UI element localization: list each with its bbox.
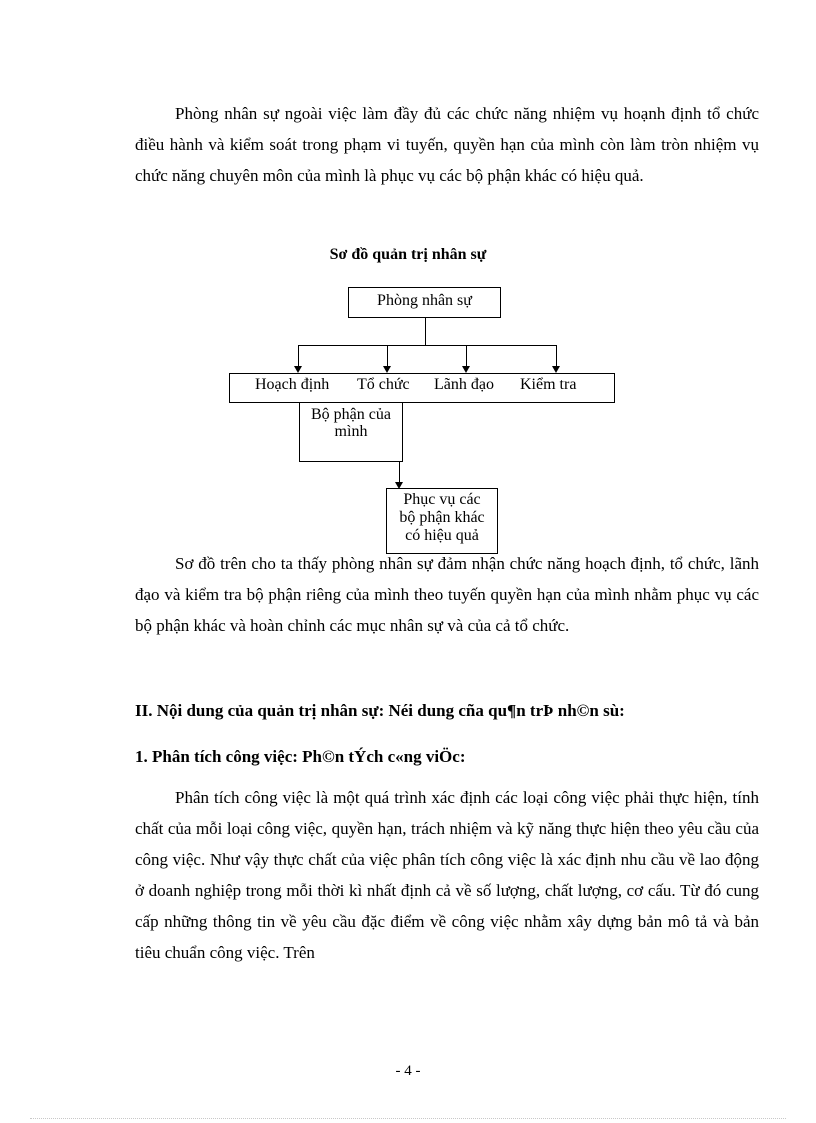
top-box-hr-department [348,287,501,318]
function-organizing: Tổ chức [357,376,410,393]
connector-vertical-top [425,318,426,345]
own-department-line1: Bộ phận của [311,406,391,423]
function-planning: Hoạch định [255,376,330,393]
top-box-label: Phòng nhân sự [377,292,472,309]
summary-paragraph: Sơ đồ trên cho ta thấy phòng nhân sự đảm nhận chức năng hoạch định, tổ chức, lãnh đạo và kiểm tra bộ phận riêng của mình theo tuyến quyền hạn của mình nhằm phục vụ các bộ phận khác và hoàn chỉnh các mục nhân sự và của cả tổ chức. [135,554,759,635]
function-controlling: Kiểm tra [520,376,577,393]
subsection-heading: 1. Phân tích công việc: Ph©n tÝch c«ng viÖc: [135,747,466,766]
connector-horizontal [298,345,557,346]
analysis-paragraph: Phân tích công việc là một quá trình xác định các loại công việc phải thực hiện, tính chất của mỗi loại công việc, quyền hạn, trách nhiệm và kỹ năng thực hiện theo yêu cầu của công việc. Như vậy thực chất của việc phân tích công việc là xác định nhu cầu về lao động ở doanh nghiệp trong mỗi thời kì nhất định cả về số lượng, chất lượng, cơ cấu. Từ đó cung cấp những thông tin về yêu cầu đặc điểm về công việc nhằm xây dựng bản mô tả và bản tiêu chuẩn công việc. Trên [135,788,759,962]
arrow-down-icon [552,366,560,373]
functions-box [229,373,615,403]
serve-line2: bộ phận khác [399,509,485,526]
page-bottom-divider [30,1118,786,1119]
connector-drop-4 [556,345,557,367]
own-department-box [299,402,403,462]
page-number: - 4 - [395,1063,421,1079]
connector-drop-3 [466,345,467,367]
own-department-line2: mình [334,423,368,440]
serve-line1: Phục vụ các [403,491,481,508]
function-leading: Lãnh đạo [434,376,494,393]
arrow-down-icon [462,366,470,373]
diagram-title: Sơ đồ quản trị nhân sự [329,246,487,263]
section-heading: II. Nội dung của quản trị nhân sự: Néi dung cña qu¶n trÞ nh©n sù: [135,701,625,720]
serve-line3: có hiệu quả [405,527,479,544]
connector-drop-1 [298,345,299,367]
serve-departments-box [386,488,498,554]
intro-paragraph: Phòng nhân sự ngoài việc làm đầy đủ các chức năng nhiệm vụ hoạnh định tổ chức điều hành và kiểm soát trong phạm vi tuyến, quyền hạn của mình còn làm tròn nhiệm vụ chức năng chuyên môn của mình là phục vụ các bộ phận khác có hiệu quả. [135,104,759,185]
arrow-down-icon [383,366,391,373]
connector-drop-2 [387,345,388,367]
arrow-down-icon [294,366,302,373]
